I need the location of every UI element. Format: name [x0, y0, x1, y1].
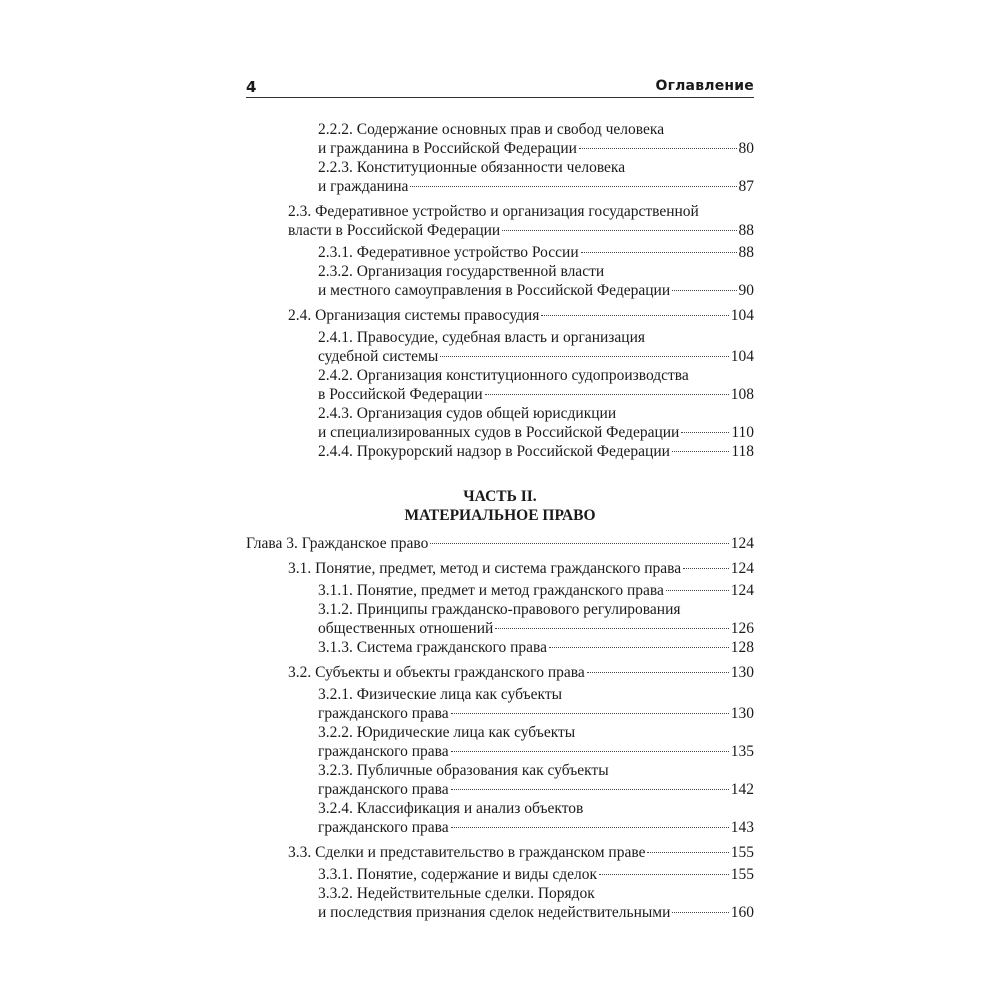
- toc-entry-title: 3.1.1. Понятие, предмет и метод гражданского права: [318, 582, 664, 599]
- toc-page-number: 126: [730, 620, 754, 637]
- toc-page-number: 110: [731, 424, 754, 441]
- dot-leader: [440, 356, 729, 357]
- toc-entry-line: [318, 903, 754, 922]
- dot-leader: [451, 827, 729, 828]
- toc-page-number: 87: [738, 178, 754, 195]
- toc-entry-line: [318, 120, 754, 139]
- toc-entry-line: [318, 742, 754, 761]
- toc-entry-title: 2.4.2. Организация конституционного судопроизводства: [318, 367, 689, 384]
- toc-page-number: 108: [730, 386, 754, 403]
- toc-entry-line: [318, 581, 754, 600]
- toc-page-number: 130: [730, 664, 754, 681]
- dot-leader: [549, 647, 729, 648]
- toc-entry-title: 2.3. Федеративное устройство и организация государственной: [288, 203, 699, 220]
- toc-entry-line: [318, 780, 754, 799]
- toc-entry-title: 2.4.3. Организация судов общей юрисдикции: [318, 405, 617, 422]
- toc-page-number: 104: [730, 307, 754, 324]
- toc-entry-line: [318, 328, 754, 347]
- toc-entry[interactable]: [246, 534, 754, 553]
- toc-entry[interactable]: [246, 328, 754, 366]
- dot-leader: [451, 789, 729, 790]
- toc-entry-title: и последствия признания сделок недействительными: [318, 904, 671, 921]
- toc-entry-title: 3.1.2. Принципы гражданско-правового регулирования: [318, 601, 681, 618]
- toc-entry-line: [288, 306, 754, 325]
- dot-leader: [579, 148, 737, 149]
- toc-entry-title: 3.2.4. Классификация и анализ объектов: [318, 800, 584, 817]
- dot-leader: [502, 230, 736, 231]
- toc-page-number: 124: [730, 560, 754, 577]
- toc-entry-title: 2.3.2. Организация государственной власти: [318, 263, 605, 280]
- part-heading-line: МАТЕРИАЛЬНОЕ ПРАВО: [404, 507, 596, 524]
- dot-leader: [672, 451, 729, 452]
- toc-page-number: 80: [738, 140, 754, 157]
- toc-page-number: 118: [731, 443, 754, 460]
- toc-entry[interactable]: [246, 865, 754, 884]
- toc-entry[interactable]: [246, 723, 754, 761]
- toc-entry[interactable]: [246, 581, 754, 600]
- dot-leader: [430, 543, 728, 544]
- toc-entry[interactable]: [246, 663, 754, 682]
- running-header: [246, 78, 754, 98]
- toc-page-number: 128: [730, 639, 754, 656]
- toc-entry[interactable]: [246, 306, 754, 325]
- toc-entry-line: [318, 347, 754, 366]
- toc-entry[interactable]: [246, 243, 754, 262]
- toc-entry-line: [246, 534, 754, 553]
- toc-entry-line: [288, 202, 754, 221]
- toc-entry-line: [318, 423, 754, 442]
- page-number: 4: [246, 78, 257, 96]
- dot-leader: [581, 252, 737, 253]
- toc-entry[interactable]: [246, 404, 754, 442]
- toc-entry-line: [318, 177, 754, 196]
- toc-entry-line: [318, 366, 754, 385]
- toc-entry-line: [288, 221, 754, 240]
- dot-leader: [495, 628, 728, 629]
- toc-entry-line: [318, 884, 754, 903]
- toc-entry-line: [318, 704, 754, 723]
- toc-entry-title: 2.4. Организация системы правосудия: [288, 307, 540, 324]
- toc-entry-line: [318, 818, 754, 837]
- toc-entry-title: 3.2. Субъекты и объекты гражданского права: [288, 664, 585, 681]
- toc-entry-line: [288, 663, 754, 682]
- toc-entry-line: [318, 281, 754, 300]
- toc-entry[interactable]: [246, 600, 754, 638]
- toc-entry-title: 2.3.1. Федеративное устройство России: [318, 244, 579, 261]
- toc-entry-title: власти в Российской Федерации: [288, 222, 501, 239]
- toc-entry[interactable]: [246, 158, 754, 196]
- toc-entry-line: [318, 865, 754, 884]
- dot-leader: [599, 874, 729, 875]
- toc-page-number: 88: [738, 244, 754, 261]
- toc-entry[interactable]: [246, 638, 754, 657]
- toc-page-number: 124: [730, 582, 754, 599]
- toc-entry[interactable]: [246, 884, 754, 922]
- part-heading: [246, 487, 754, 525]
- toc-entry[interactable]: [246, 202, 754, 240]
- header-title: Оглавление: [655, 78, 754, 94]
- toc-entry-title: и местного самоуправления в Российской Федерации: [318, 282, 671, 299]
- table-of-contents: [246, 120, 754, 922]
- toc-entry-title: 3.3.1. Понятие, содержание и виды сделок: [318, 866, 598, 883]
- dot-leader: [666, 590, 729, 591]
- toc-entry[interactable]: [246, 685, 754, 723]
- toc-entry-title: и гражданина: [318, 178, 409, 195]
- toc-entry-title: 3.2.3. Публичные образования как субъекты: [318, 762, 609, 779]
- toc-entry-line: [318, 638, 754, 657]
- toc-entry-line: [318, 385, 754, 404]
- toc-entry-title: гражданского права: [318, 705, 449, 722]
- toc-page-number: 143: [730, 819, 754, 836]
- toc-entry-title: 2.4.1. Правосудие, судебная власть и организация: [318, 329, 646, 346]
- toc-entry-line: [318, 139, 754, 158]
- toc-entry-title: 3.3.2. Недействительные сделки. Порядок: [318, 885, 595, 902]
- toc-entry-title: 3.2.1. Физические лица как субъекты: [318, 686, 563, 703]
- toc-entry-title: 3.1.3. Система гражданского права: [318, 639, 548, 656]
- dot-leader: [672, 912, 728, 913]
- toc-entry-line: [318, 600, 754, 619]
- toc-entry-title: в Российской Федерации: [318, 386, 483, 403]
- toc-page-number: 155: [730, 866, 754, 883]
- toc-entry-line: [318, 158, 754, 177]
- toc-entry[interactable]: [246, 799, 754, 837]
- toc-page-number: 88: [738, 222, 754, 239]
- dot-leader: [451, 751, 729, 752]
- toc-entry[interactable]: [246, 559, 754, 578]
- toc-page-number: 155: [730, 844, 754, 861]
- part-heading-line: ЧАСТЬ II.: [463, 488, 537, 505]
- toc-entry-title: 3.1. Понятие, предмет, метод и система гражданского права: [288, 560, 682, 577]
- toc-entry-title: Глава 3. Гражданское право: [246, 535, 429, 552]
- toc-entry-line: [318, 404, 754, 423]
- toc-entry-title: 2.2.3. Конституционные обязанности человека: [318, 159, 626, 176]
- toc-entry-line: [318, 685, 754, 704]
- toc-page-number: 160: [730, 904, 754, 921]
- dot-leader: [541, 315, 728, 316]
- toc-entry[interactable]: [246, 120, 754, 158]
- toc-page-number: 104: [730, 348, 754, 365]
- dot-leader: [410, 186, 736, 187]
- dot-leader: [485, 394, 729, 395]
- toc-entry-title: 3.3. Сделки и представительство в гражданском праве: [288, 844, 646, 861]
- dot-leader: [451, 713, 729, 714]
- toc-page-number: 142: [730, 781, 754, 798]
- toc-entry-title: гражданского права: [318, 781, 449, 798]
- toc-entry-title: 2.4.4. Прокурорский надзор в Российской Федерации: [318, 443, 670, 460]
- toc-entry[interactable]: [246, 761, 754, 799]
- toc-entry-title: гражданского права: [318, 819, 449, 836]
- toc-page-number: 124: [730, 535, 754, 552]
- toc-entry-line: [318, 761, 754, 780]
- toc-entry-title: и специализированных судов в Российской Федерации: [318, 424, 680, 441]
- toc-entry-title: общественных отношений: [318, 620, 494, 637]
- toc-entry-line: [318, 442, 754, 461]
- toc-entry-title: и гражданина в Российской Федерации: [318, 140, 577, 157]
- toc-entry[interactable]: [246, 366, 754, 404]
- toc-entry-line: [318, 799, 754, 818]
- toc-entry-title: 3.2.2. Юридические лица как субъекты: [318, 724, 576, 741]
- toc-entry[interactable]: [246, 442, 754, 461]
- toc-entry-title: гражданского права: [318, 743, 449, 760]
- toc-entry-title: судебной системы: [318, 348, 439, 365]
- dot-leader: [681, 432, 729, 433]
- toc-entry[interactable]: [246, 843, 754, 862]
- toc-entry-line: [318, 723, 754, 742]
- toc-entry-line: [318, 262, 754, 281]
- toc-entry-title: 2.2.2. Содержание основных прав и свобод человека: [318, 121, 665, 138]
- dot-leader: [647, 852, 728, 853]
- dot-leader: [587, 672, 729, 673]
- dot-leader: [683, 568, 729, 569]
- toc-entry-line: [288, 559, 754, 578]
- toc-entry-line: [288, 843, 754, 862]
- toc-page-number: 130: [730, 705, 754, 722]
- toc-entry-line: [318, 243, 754, 262]
- toc-page-number: 90: [738, 282, 754, 299]
- dot-leader: [672, 290, 736, 291]
- toc-page-number: 135: [730, 743, 754, 760]
- toc-entry[interactable]: [246, 262, 754, 300]
- toc-entry-line: [318, 619, 754, 638]
